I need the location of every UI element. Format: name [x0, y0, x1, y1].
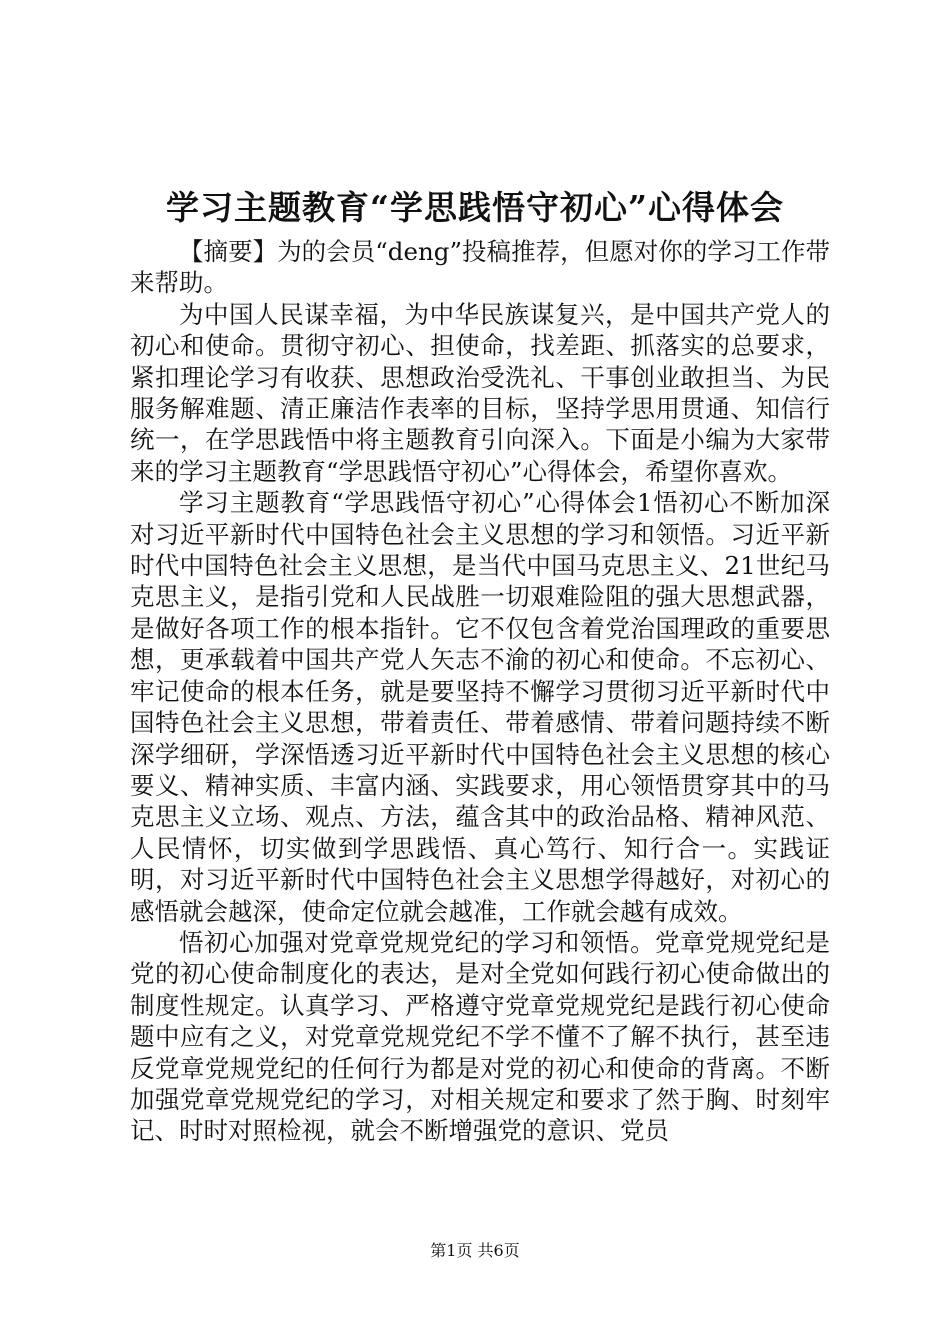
intro-paragraph: 为中国人民谋幸福，为中华民族谋复兴，是中国共产党人的初心和使命。贯彻守初心、担使命，找差距、抓落实的总要求，紧扣理论学习有收获、思想政治受洗礼、干事创业敢担当、为民服务解难题、清正廉洁作表率的目标，坚持学思用贯通、知信行统一，在学思践悟中将主题教育引向深入。下面是小编为大家带来的学习主题教育“学思践悟守初心”心得体会，希望你喜欢。	[130, 299, 830, 486]
body-paragraph: 学习主题教育“学思践悟守初心”心得体会1悟初心不断加深对习近平新时代中国特色社会主义思想的学习和领悟。习近平新时代中国特色社会主义思想，是当代中国马克思主义、21世纪马克思主义，是指引党和人民战胜一切艰难险阻的强大思想武器，是做好各项工作的根本指针。它不仅包含着党治国理政的重要思想，更承载着中国共产党人矢志不渝的初心和使命。不忘初心、牢记使命的根本任务，就是要坚持不懈学习贯彻习近平新时代中国特色社会主义思想，带着责任、带着感情、带着问题持续不断深学细研，学深悟透习近平新时代中国特色社会主义思想的核心要义、精神实质、丰富内涵、实践要求，用心领悟贯穿其中的马克思主义立场、观点、方法，蕴含其中的政治品格、精神风范、人民情怀，切实做到学思践悟、真心笃行、知行合一。实践证明，对习近平新时代中国特色社会主义思想学得越好，对初心的感悟就会越深，使命定位就会越准，工作就会越有成效。	[130, 488, 830, 926]
abstract-paragraph: 【摘要】为的会员“deng”投稿推荐，但愿对你的学习工作带来帮助。	[130, 237, 830, 298]
document-title: 学习主题教育“学思践悟守初心”心得体会	[166, 188, 784, 227]
document-body	[130, 236, 830, 1147]
page-footer: 第1页 共6页	[430, 1241, 520, 1260]
body-paragraph: 悟初心加强对党章党规党纪的学习和领悟。党章党规党纪是党的初心使命制度化的表达，是对全党如何践行初心使命做出的制度性规定。认真学习、严格遵守党章党规党纪是践行初心使命题中应有之义，对党章党规党纪不学不懂不了解不执行，甚至违反党章党规党纪的任何行为都是对党的初心和使命的背离。不断加强党章党规党纪的学习，对相关规定和要求了然于胸、时刻牢记、时时对照检视，就会不断增强党的意识、党员	[130, 927, 830, 1146]
